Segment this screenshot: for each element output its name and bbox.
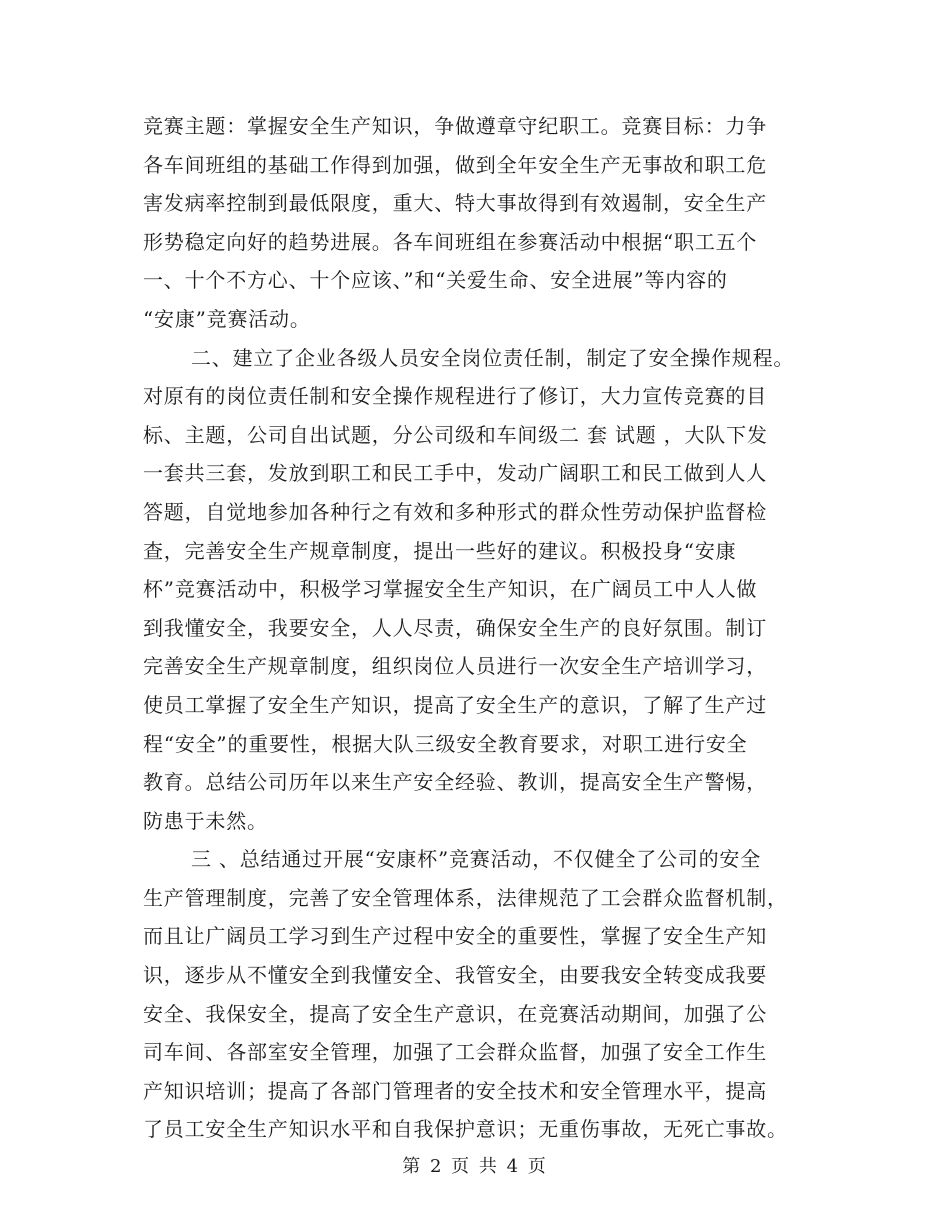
text-line: 而且让广阔员工学习到生产过程中安全的重要性，掌握了安全生产知 <box>143 924 767 949</box>
text-line: 杯”竞赛活动中，积极学习掌握安全生产知识，在广阔员工中人人做 <box>143 577 758 602</box>
text-line: 完善安全生产规章制度，组织岗位人员进行一次安全生产培训学习， <box>143 654 767 679</box>
text-line: 司车间、各部室安全管理，加强了工会群众监督，加强了安全工作生 <box>143 1040 767 1065</box>
text-line: 害发病率控制到最低限度，重大、特大事故得到有效遏制，安全生产 <box>143 191 767 216</box>
text-line: 了员工安全生产知识水平和自我保护意识；无重伤事故，无死亡事故。 <box>143 1117 788 1142</box>
text-line: 对原有的岗位责任制和安全操作规程进行了修订，大力宣传竞赛的目 <box>143 384 767 409</box>
text-line: 程“安全”的重要性，根据大队三级安全教育要求，对职工进行安全 <box>143 731 748 756</box>
document-body <box>143 107 818 1149</box>
paragraph-heading-three: 三 、总结通过开展“安康杯”竞赛活动，不仅健全了公司的安全 <box>191 847 762 872</box>
paragraph-heading-two: 二、建立了企业各级人员安全岗位责任制，制定了安全操作规程。 <box>191 345 795 370</box>
text-line: 安全、我保安全，提高了安全生产意识，在竞赛活动期间，加强了公 <box>143 1001 767 1026</box>
page-number-footer: 第 2 页 共 4 页 <box>402 1156 548 1177</box>
text-line: 产知识培训；提高了各部门管理者的安全技术和安全管理水平，提高 <box>143 1078 767 1103</box>
text-line: “安康”竞赛活动。 <box>143 306 311 331</box>
text-line: 使员工掌握了安全生产知识，提高了安全生产的意识，了解了生产过 <box>143 692 767 717</box>
text-line: 识，逐步从不懂安全到我懂安全、我管安全，由要我安全转变成我要 <box>143 963 767 988</box>
text-line: 各车间班组的基础工作得到加强，做到全年安全生产无事故和职工危 <box>143 152 767 177</box>
text-line: 一套共三套，发放到职工和民工手中，发动广阔职工和民工做到人人 <box>143 461 767 486</box>
text-line: 到我懂安全，我要安全，人人尽责，确保安全生产的良好氛围。制订 <box>143 615 767 640</box>
text-line: 生产管理制度，完善了安全管理体系，法律规范了工会群众监督机制， <box>143 885 788 910</box>
text-line: 教育。总结公司历年以来生产安全经验、教训，提高安全生产警惕， <box>143 770 767 795</box>
text-line: 一、十个不方心、十个应该、”和“关爱生命、安全进展”等内容的 <box>143 268 728 293</box>
text-line: 竞赛主题：掌握安全生产知识，争做遵章守纪职工。竞赛目标：力争 <box>143 114 767 138</box>
text-line: 防患于未然。 <box>143 808 268 833</box>
text-line: 标、主题，公司自出试题，分公司级和车间级二 套 试题 ，大队下发 <box>143 422 768 447</box>
text-line: 答题，自觉地参加各种行之有效和多种形式的群众性劳动保护监督检 <box>143 499 767 524</box>
text-line: 查，完善安全生产规章制度，提出一些好的建议。积极投身“安康 <box>143 538 737 563</box>
text-line: 形势稳定向好的趋势进展。各车间班组在参赛活动中根据“职工五个 <box>143 229 758 254</box>
